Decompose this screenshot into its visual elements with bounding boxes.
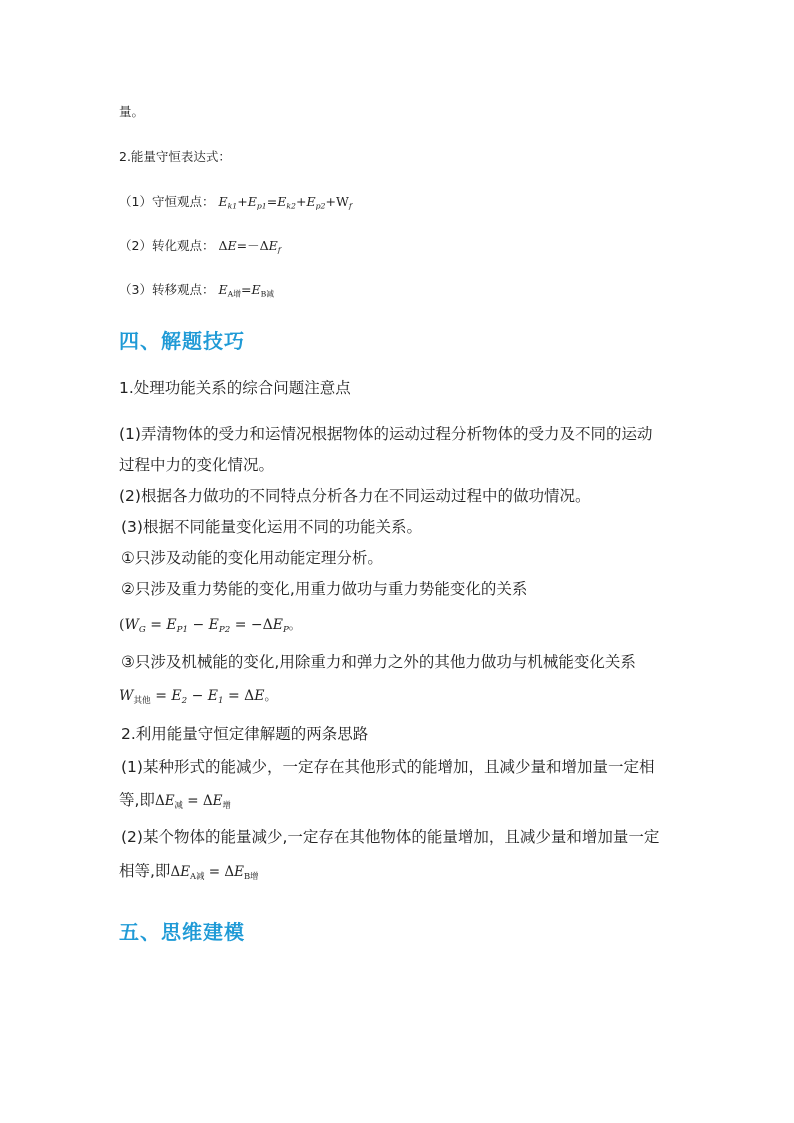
point-2: (2)根据各力做功的不同特点分析各力在不同运动过程中的做功情况。 — [119, 487, 591, 505]
point-1-line-2: 过程中力的变化情况。 — [119, 456, 275, 474]
conservation-view — [119, 196, 352, 209]
idea-1-prefix: 等,即 — [119, 791, 155, 809]
point-1-line-1: (1)弄清物体的受力和运情况根据物体的运动过程分析物体的受力及不同的运动 — [119, 425, 653, 443]
conservation-view-label: （1）守恒观点： — [119, 194, 215, 209]
energy-expression-heading: 2.能量守恒表达式： — [119, 149, 231, 164]
case-1: ①只涉及动能的变化用动能定理分析。 — [121, 549, 383, 567]
transfer-view-label: （3）转移观点： — [119, 282, 215, 297]
transformation-formula: $\Delta E=-\Delta E_f$ — [218, 238, 281, 255]
other-forces-work-formula: $W_{其他} = E_2 - E_1 = \Delta E$。 — [119, 688, 277, 707]
idea-2-formula: $\Delta E_{A减} = \Delta E_{B增}$ — [170, 864, 259, 881]
transformation-view — [119, 240, 281, 253]
idea-1-line-2 — [119, 793, 231, 809]
gravity-work-formula: ($W_G = E_{P1} - E_{P2} = -\Delta E_P$。 — [119, 617, 301, 636]
idea-2-line-1: (2)某个物体的能量减少,一定存在其他物体的能量增加，且减少量和增加量一定 — [121, 828, 660, 846]
continued-text: 量。 — [119, 104, 145, 119]
idea-2-line-2 — [119, 864, 259, 880]
point-3: (3)根据不同能量变化运用不同的功能关系。 — [121, 518, 422, 536]
idea-1-formula: $\Delta E_减 = \Delta E_增$ — [154, 793, 231, 810]
idea-1-line-1: (1)某种形式的能减少，一定存在其他形式的能增加，且减少量和增加量一定相 — [121, 758, 655, 776]
transfer-view — [119, 284, 274, 297]
case-2: ②只涉及重力势能的变化,用重力做功与重力势能变化的关系 — [121, 580, 528, 598]
conservation-formula: $E_{k1}+E_{p1}=E_{k2}+E_{p2}+W_f$ — [218, 194, 352, 211]
subheading-1: 1.处理功能关系的综合问题注意点 — [119, 379, 351, 397]
section-5-title: 五、思维建模 — [119, 920, 245, 944]
transfer-formula: $E_{A增}=E_{B减}$ — [218, 282, 275, 299]
transformation-view-label: （2）转化观点： — [119, 238, 215, 253]
case-3: ③只涉及机械能的变化,用除重力和弹力之外的其他力做功与机械能变化关系 — [121, 653, 636, 671]
section-4-title: 四、解题技巧 — [119, 329, 245, 353]
subheading-2: 2.利用能量守恒定律解题的两条思路 — [121, 725, 369, 743]
idea-2-prefix: 相等,即 — [119, 862, 171, 880]
